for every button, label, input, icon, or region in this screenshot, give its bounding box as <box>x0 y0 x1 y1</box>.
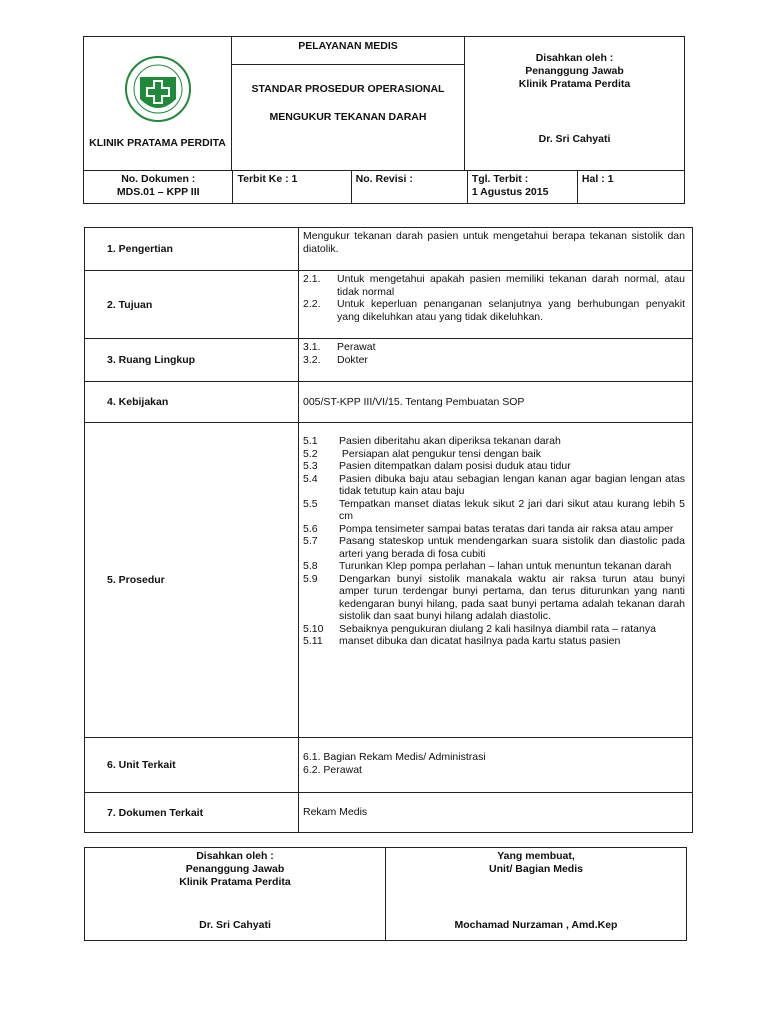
value-ruang-lingkup <box>299 339 693 382</box>
header-table <box>83 36 685 171</box>
list-item: 5.5 Tempatkan manset diatas lekuk sikut 2 jari dari sikut atau kurang lebih 5 cm <box>303 497 685 522</box>
title-cell <box>232 37 465 171</box>
issue-cell: Terbit Ke : 1 <box>233 171 351 204</box>
unit-line: 6.1. Bagian Rekam Medis/ Administrasi <box>303 751 486 763</box>
label-kebijakan: 4. Kebijakan <box>85 382 299 423</box>
procedure-title: MENGUKUR TEKANAN DARAH <box>269 111 427 123</box>
list-item: 5.4 Pasien dibuka baju atau sebagian lengan kanan agar bagian lengan atas tidak tetutup kain atau baju <box>303 472 685 497</box>
list-item: 5.7 Pasang stateskop untuk mendengarkan suara sistolik dan diastolic pada arteri yang berada di fosa cubiti <box>303 535 685 560</box>
value-dokumen-terkait: Rekam Medis <box>299 793 693 833</box>
signature-right <box>386 848 687 941</box>
doc-number-value: MDS.01 – KPP III <box>116 186 200 198</box>
list-item: 5.3 Pasien ditempatkan dalam posisi duduk atau tidur <box>303 460 571 472</box>
value-tujuan <box>299 271 693 339</box>
footer-left-line1: Disahkan oleh : <box>196 850 274 862</box>
revision-cell: No. Revisi : <box>351 171 467 204</box>
label-ruang-lingkup: 3. Ruang Lingkup <box>85 339 299 382</box>
value-kebijakan: 005/ST-KPP III/VI/15. Tentang Pembuatan SOP <box>299 382 693 423</box>
label-tujuan: 2. Tujuan <box>85 271 299 339</box>
list-item: 5.11 manset dibuka dan dicatat hasilnya pada kartu status pasien <box>303 635 621 647</box>
approval-line2: Penanggung Jawab <box>525 65 624 77</box>
list-item: 5.10 Sebaiknya pengukuran diulang 2 kali hasilnya diambil rata – ratanya <box>303 622 656 635</box>
header-info-row <box>83 170 685 204</box>
date-label: Tgl. Terbit : <box>471 173 529 185</box>
footer-right-signer: Mochamad Nurzaman , Amd.Kep <box>454 919 618 931</box>
label-dokumen-terkait: 7. Dokumen Terkait <box>85 793 299 833</box>
footer-right-line1: Yang membuat, <box>497 850 575 862</box>
sop-title: STANDAR PROSEDUR OPERASIONAL <box>251 83 445 95</box>
label-unit-terkait: 6. Unit Terkait <box>85 738 299 793</box>
doc-number-label: No. Dokumen : <box>121 173 196 185</box>
list-item: 2.2. Untuk keperluan penanganan selanjutnya yang berhubungan penyakit yang dikeluhkan atau yang tidak dikeluhkan. <box>303 298 685 323</box>
label-prosedur: 5. Prosedur <box>85 423 299 738</box>
list-item: 5.6 Pompa tensimeter sampai batas teratas dari tanda air raksa atau amper <box>303 522 674 535</box>
sop-table <box>84 227 693 833</box>
footer-left-line2: Penanggung Jawab <box>185 863 285 875</box>
list-item: 5.9 Dengarkan bunyi sistolik manakala waktu air raksa turun atau bunyi amper turun terdengar bunyi pertama, dan terus diturunkan yang nanti kedengaran bunyi hilang, pada saat bunyi pertama adalah tekanan darah sistolik dan saat bunyi hilang adalah diastolic. <box>303 572 685 622</box>
list-item: 5.1 Pasien diberitahu akan diperiksa tekanan darah <box>303 435 561 447</box>
signature-left <box>85 848 386 941</box>
unit-line: 6.2. Perawat <box>303 763 362 776</box>
procedure-list <box>303 435 685 648</box>
value-pengertian: Mengukur tekanan darah pasien untuk mengetahui berapa tekanan sistolik dan diatolik. <box>299 228 693 271</box>
doc-number-cell <box>84 171 233 204</box>
page-cell: Hal : 1 <box>577 171 684 204</box>
label-pengertian: 1. Pengertian <box>85 228 299 271</box>
approval-signer: Dr. Sri Cahyati <box>538 133 611 145</box>
value-prosedur <box>299 423 693 738</box>
footer-right-line2: Unit/ Bagian Medis <box>489 863 583 875</box>
date-value: 1 Agustus 2015 <box>471 186 549 198</box>
approval-cell <box>465 37 685 171</box>
value-unit-terkait <box>299 738 693 793</box>
approval-line1: Disahkan oleh : <box>535 52 614 64</box>
list-item: 2.1. Untuk mengetahui apakah pasien memiliki tekanan darah normal, atau tidak normal <box>303 273 685 298</box>
footer-left-line3: Klinik Pratama Perdita <box>179 876 291 888</box>
list-item: 5.2 Persiapan alat pengukur tensi dengan baik <box>303 447 541 460</box>
service-title: PELAYANAN MEDIS <box>232 37 464 65</box>
footer-left-signer: Dr. Sri Cahyati <box>199 919 271 931</box>
list-item: 5.8 Turunkan Klep pompa perlahan – lahan untuk menuntun tekanan darah <box>303 560 672 572</box>
approval-line3: Klinik Pratama Perdita <box>518 78 631 90</box>
clinic-name: KLINIK PRATAMA PERDITA <box>89 137 226 149</box>
date-cell <box>467 171 577 204</box>
list-item: 3.2. Dokter <box>303 353 368 366</box>
list-item: 3.1. Perawat <box>303 341 376 353</box>
logo-cell <box>84 37 232 171</box>
clinic-logo-icon <box>124 55 192 123</box>
signature-table <box>84 847 687 941</box>
clinic-logo <box>124 55 192 123</box>
